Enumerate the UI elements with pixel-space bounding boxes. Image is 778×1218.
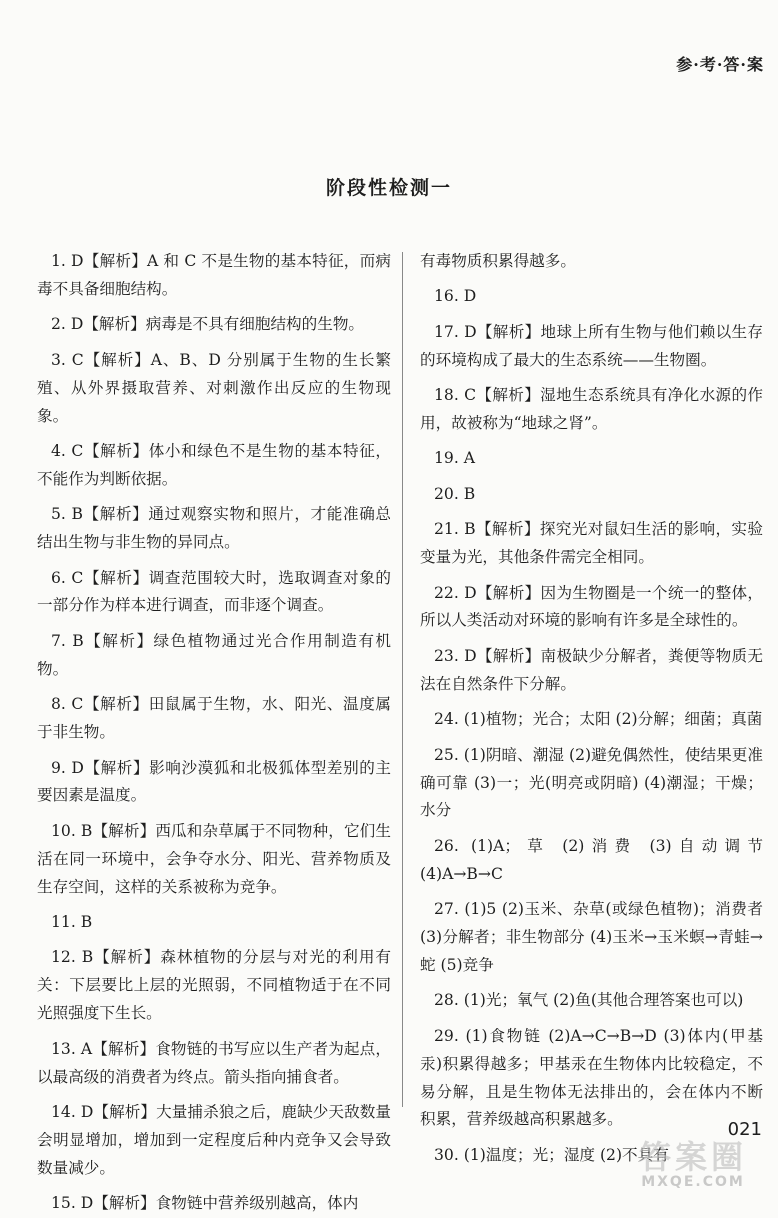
answer-text: 30. (1)温度；光；湿度 (2)不具有 (434, 1145, 669, 1164)
answer-item (420, 382, 763, 438)
answer-item (37, 755, 391, 811)
watermark-url: MXQE.COM (641, 1174, 745, 1190)
answer-text: 29. (1)食物链 (2)A→C→B→D (3)体内(甲基汞)积累得越多；甲基汞在生物体内比较稳定，不易分解，且是生物体无法排出的，会在体内不断积累，营养级越高积累越多。 (420, 1026, 763, 1129)
answer-text: 16. D (434, 287, 477, 306)
answer-item (420, 445, 763, 473)
answer-text: 13. A【解析】食物链的书写应以生产者为起点，以最高级的消费者为终点。箭头指向捕食者。 (37, 1039, 391, 1086)
answer-item (420, 319, 763, 375)
answer-item (420, 283, 763, 311)
answer-text: 22. D【解析】因为生物圈是一个统一的整体，所以人类活动对环境的影响有许多是全球性的。 (420, 583, 763, 630)
page-title: 阶段性检测一 (325, 177, 452, 199)
answer-text: 24. (1)植物；光合；太阳 (2)分解；细菌；真菌 (434, 710, 763, 729)
answer-item (420, 987, 763, 1015)
answer-text: 6. C【解析】调查范围较大时，选取调查对象的一部分作为样本进行调查，而非逐个调查。 (37, 568, 391, 615)
watermark-logo (618, 1140, 768, 1192)
column-divider (402, 252, 403, 1107)
answer-item (420, 643, 763, 699)
answer-item (37, 501, 391, 557)
answer-item (420, 248, 763, 276)
answer-item (37, 248, 391, 304)
answer-text: 14. D【解析】大量捕杀狼之后，鹿缺少天敌数量会明显增加，增加到一定程度后种内竞争又会导致数量减少。 (37, 1102, 391, 1177)
answer-item (37, 818, 391, 902)
answer-text: 4. C【解析】体小和绿色不是生物的基本特征，不能作为判断依据。 (37, 441, 391, 488)
answer-text: 17. D【解析】地球上所有生物与他们赖以生存的环境构成了最大的生态系统——生物圈。 (420, 322, 763, 369)
answer-text: 21. B【解析】探究光对鼠妇生活的影响，实验变量为光，其他条件需完全相同。 (420, 520, 763, 567)
answer-item (37, 944, 391, 1028)
answer-item (420, 742, 763, 826)
watermark-text: 答案圈 (638, 1138, 747, 1176)
answer-item (420, 833, 763, 889)
answer-text: 19. A (434, 449, 476, 468)
answer-item (420, 1023, 763, 1135)
answer-item (37, 691, 391, 747)
page-number: 021 (727, 1119, 762, 1140)
answer-item (37, 1099, 391, 1183)
answer-item (420, 580, 763, 636)
answer-text: 1. D【解析】A 和 C 不是生物的基本特征，而病毒不具备细胞结构。 (37, 252, 391, 298)
answer-text: 9. D【解析】影响沙漠狐和北极狐体型差别的主要因素是温度。 (37, 758, 391, 805)
answer-text: 5. B【解析】通过观察实物和照片，才能准确总结出生物与非生物的异同点。 (37, 505, 391, 552)
answer-item (420, 516, 763, 572)
answer-item (37, 628, 391, 684)
answer-text: 25. (1)阴暗、潮湿 (2)避免偶然性，使结果更准确可靠 (3)一；光(明亮或阴暗) (4)潮湿；干燥；水分 (420, 745, 763, 820)
answer-text: 8. C【解析】田鼠属于生物，水、阳光、温度属于非生物。 (37, 695, 391, 742)
answer-text: 7. B【解析】绿色植物通过光合作用制造有机物。 (37, 631, 391, 678)
answer-item (420, 481, 763, 509)
answer-item (37, 311, 391, 339)
answer-text: 10. B【解析】西瓜和杂草属于不同物种，它们生活在同一环境中，会争夺水分、阳光、营养物质及生存空间，这样的关系被称为竞争。 (37, 821, 391, 896)
answer-text: 3. C【解析】A、B、D 分别属于生物的生长繁殖、从外界摄取营养、对刺激作出反应的生物现象。 (37, 350, 391, 425)
answer-item (420, 706, 763, 734)
answer-text: 2. D【解析】病毒是不具有细胞结构的生物。 (51, 315, 365, 334)
left-answer-column (37, 248, 391, 1218)
answer-text: 有毒物质积累得越多。 (420, 252, 576, 270)
answer-item (37, 1190, 391, 1218)
answer-item (37, 347, 391, 431)
answer-item (420, 896, 763, 980)
answer-text: 11. B (51, 913, 93, 932)
answer-text: 12. B【解析】森林植物的分层与对光的利用有关：下层要比上层的光照弱，不同植物适于在不同光照强度下生长。 (37, 948, 391, 1023)
answer-item (37, 909, 391, 937)
answer-text: 23. D【解析】南极缺少分解者，粪便等物质无法在自然条件下分解。 (420, 646, 763, 693)
right-answer-column (420, 248, 763, 1170)
answer-text: 28. (1)光；氧气 (2)鱼(其他合理答案也可以) (434, 991, 744, 1010)
answer-text: 26. (1)A；草 (2)消费 (3)自动调节 (4)A→B→C (420, 836, 763, 883)
answer-text: 20. B (434, 484, 476, 503)
answer-text: 27. (1)5 (2)玉米、杂草(或绿色植物)；消费者 (3)分解者；非生物部分 (4)玉米→玉米螟→青蛙→蛇 (5)竞争 (420, 900, 763, 974)
section-header-label: 参·考·答·案 (676, 55, 764, 74)
answer-text: 15. D【解析】食物链中营养级别越高，体内 (51, 1194, 359, 1213)
answer-text: 18. C【解析】湿地生态系统具有净化水源的作用，故被称为“地球之肾”。 (420, 386, 763, 433)
answer-item (37, 565, 391, 621)
answer-item (37, 1036, 391, 1092)
answer-item (37, 438, 391, 494)
